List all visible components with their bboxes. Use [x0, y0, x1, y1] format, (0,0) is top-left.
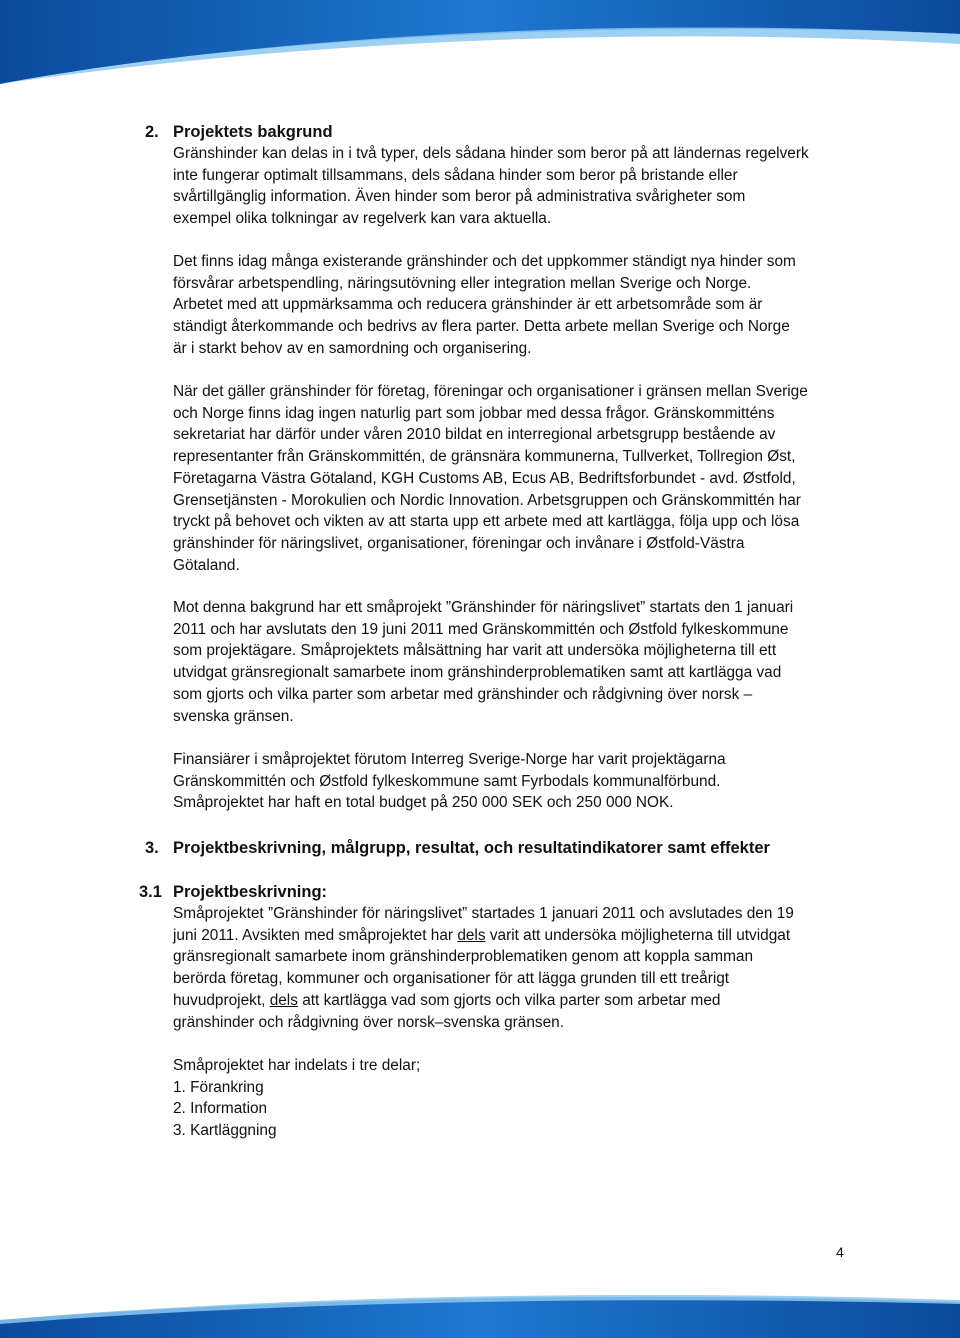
paragraph: Det finns idag många existerande gränshinder och det uppkommer ständigt nya hinder som försvårar arbetspendling, näringsutövning eller integration mellan Sverige och Norge. Arbetet med att uppmärksamma och reducera gränshinder är ett arbetsområde som är ständigt återkommande och bedrivs av flera parter. Detta arbete mellan Sverige och Norge är i starkt behov av en samordning och organisering.	[173, 253, 796, 357]
text-run: varit att undersöka möjligheterna till utvidgat gränsregionalt samarbete inom gränshinderproblematiken genom att koppla samman berörda företag, kommuner och organisationer för att lägga grunden till ett treårigt huvudprojekt,	[173, 926, 791, 1009]
text-run: Småprojektet ”Gränshinder för näringslivet” startades 1 januari 2011 och avslutades den 19 juni 2011. Avsikten med småprojektet har	[173, 905, 794, 944]
section-title: Projektbeskrivning:	[173, 883, 328, 901]
section-number: 3.1	[139, 883, 162, 901]
underlined-word: dels	[457, 926, 486, 944]
header-decoration	[0, 0, 960, 84]
section-title: Projektets bakgrund	[173, 123, 333, 141]
parts-intro: Småprojektet har indelats i tre delar;	[173, 1057, 421, 1074]
paragraph: Gränshinder kan delas in i två typer, dels sådana hinder som beror på att ländernas regelverk inte fungerar optimalt tillsammans, dels sådana hinder som beror på bristande eller svårtillgänglig information. Även hinder som beror på administrativa svårigheter som exempel olika tolkningar av regelverk kan vara aktuella.	[173, 145, 809, 228]
section-number: 3.	[145, 839, 159, 857]
underlined-word: dels	[269, 991, 298, 1009]
section-number: 2.	[145, 123, 159, 141]
footer-decoration	[0, 1290, 960, 1338]
paragraph: Finansiärer i småprojektet förutom Interreg Sverige-Norge har varit projektägarna Gränskommittén och Østfold fylkeskommune samt Fyrbodals kommunalförbund. Småprojektet har haft en total budget på 250 000 SEK och 250 000 NOK.	[173, 751, 726, 812]
list-item: 1. Förankring	[173, 1079, 264, 1096]
section-title: Projektbeskrivning, målgrupp, resultat, och resultatindikatorer samt effekter	[173, 839, 770, 857]
paragraph: När det gäller gränshinder för företag, föreningar och organisationer i gränsen mellan Sverige och Norge finns idag ingen naturlig part som jobbar med dessa frågor. Gränskommitténs sekretariat har därför under våren 2010 bildat en interregional arbetsgrupp bestående av representanter från Gränskommittén, de gränsnära kommunerna, Tullverket, Tollregion Øst, Företagarna Västra Götaland, KGH Customs AB, Ecus AB, Bedriftsforbundet - avd. Østfold, Grensetjänsten - Morokulien och Nordic Innovation. Arbetsgruppen och Gränskommittén har tryckt på behovet och vikten av att starta upp ett arbete med att kartlägga, följa upp och lösa gränshinder för näringslivet, organisationer, föreningar och invånare i Østfold-Västra Götaland.	[173, 383, 808, 574]
project-description-paragraph	[173, 903, 853, 1033]
text-run: att kartlägga vad som gjorts och vilka parter som arbetar med gränshinder och rådgivning över norsk–svenska gränsen.	[173, 991, 721, 1031]
list-item: 3. Kartläggning	[173, 1122, 277, 1139]
page-number: 4	[836, 1244, 844, 1260]
list-item: 2. Information	[173, 1100, 268, 1117]
paragraph: Mot denna bakgrund har ett småprojekt ”Gränshinder för näringslivet” startats den 1 januari 2011 och har avslutats den 19 juni 2011 med Gränskommittén och Østfold fylkeskommune som projektägare. Småprojektets målsättning har varit att undersöka möjligheterna till ett utvidgat gränsregionalt samarbete inom gränshinderproblematiken samt att kartlägga vad som gjorts och vilka parter som arbetar med gränshinder och rådgivning över norsk – svenska gränsen.	[173, 599, 794, 725]
